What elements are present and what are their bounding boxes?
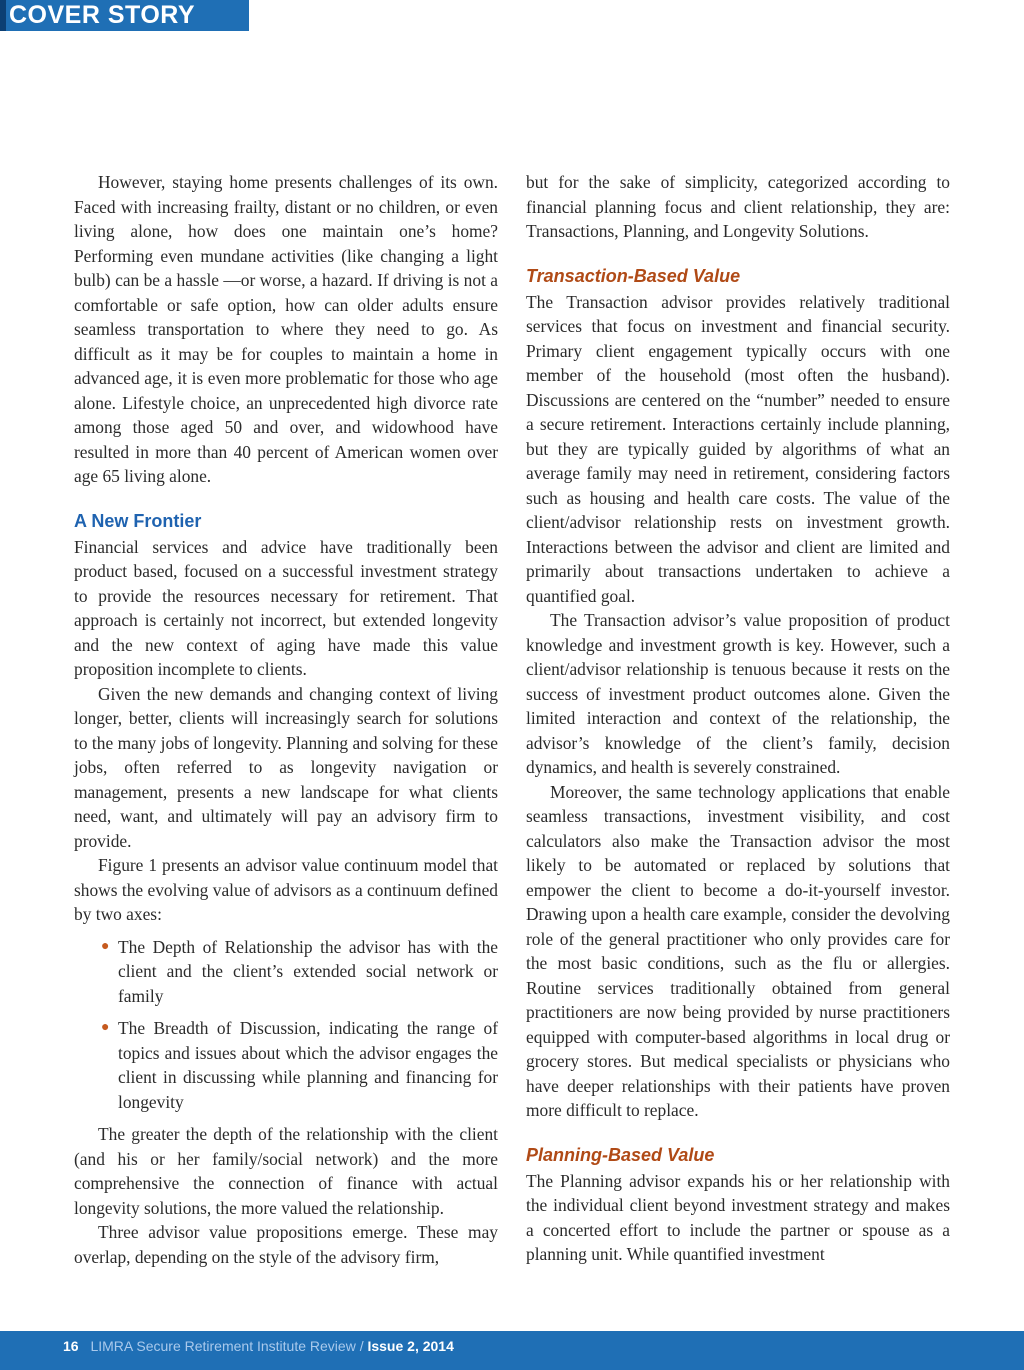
left-paragraph-5: The greater the depth of the relationship with the client (and his or her family/social network) and the more comprehensive the connection of finance with actual longevity solutions, the more valued the relationship. [74, 1124, 498, 1218]
left-paragraph-3: Given the new demands and changing context of living longer, better, clients will increasingly search for solutions to the many jobs of longevity. Planning and solving for these jobs, often referred to as longevity navigation or management, presents a new landscape for what clients need, want, and ultimately will pay an advisory firm to provide. [74, 683, 498, 851]
issue-label: Issue 2, 2014 [367, 1338, 454, 1354]
publication-name: LIMRA Secure Retirement Institute Review / [90, 1338, 364, 1354]
bullet-text: The Breadth of Discussion, indicating the range of topics and issues about which the advisor engages the client in discussing while planning and financing for longevity [118, 1018, 498, 1112]
right-column [526, 170, 950, 1267]
right-paragraph-2: The Transaction advisor provides relatively traditional services that focus on investment and financial security. Primary client engagement typically occurs with one member of the household (most often the husband). Discussions are centered on the “number” needed to ensure a secure retirement. Interactions certainly include planning, but they are typically guided by algorithms of what an average family may need in retirement, considering factors such as housing and health care costs. The value of the client/advisor relationship rests on investment growth. Interactions between the advisor and client are limited and primarily about transactions undertaken to achieve a quantified goal. [526, 291, 950, 606]
footer-content [63, 1331, 454, 1361]
right-paragraph-1: but for the sake of simplicity, categorized according to financial planning focus and client relationship, they are: Transactions, Planning, and Longevity Solutions. [526, 172, 950, 241]
cover-tab-accent [0, 0, 6, 31]
page-footer [0, 1331, 1024, 1370]
section-heading-new-frontier: A New Frontier [74, 510, 202, 531]
page-number: 16 [63, 1338, 79, 1354]
bullet-icon: ● [101, 1020, 110, 1035]
left-paragraph-1: However, staying home presents challenges of its own. Faced with increasing frailty, distant or no children, or even living alone, how does one maintain one’s home? Performing even mundane activities (like changing a light bulb) can be a hassle —or worse, a hazard. If driving is not a comfortable or safe option, how can older adults ensure seamless transportation to where they need to go. As difficult as it may be for couples to maintain a home in advanced age, it is even more problematic for those who age alone. Lifestyle choice, an unprecedented high divorce rate among those aged 50 and over, and widowhood have resulted in more than 40 percent of American women over age 65 living alone. [74, 172, 498, 486]
list-item [74, 935, 498, 1009]
list-item [74, 1016, 498, 1114]
axes-bullet-list [74, 935, 498, 1115]
right-paragraph-3: The Transaction advisor’s value proposition of product knowledge and investment growth is key. However, such a client/advisor relationship is tenuous because it rests on the success of investment product outcomes alone. Given the limited interaction and context of the relationship, the advisor’s knowledge of the client’s family, decision dynamics, and health is severely constrained. [526, 610, 950, 777]
left-paragraph-4: Figure 1 presents an advisor value continuum model that shows the evolving value of advisors as a continuum defined by two axes: [74, 855, 498, 924]
bullet-icon: ● [101, 938, 110, 954]
bullet-text: The Depth of Relationship the advisor has with the client and the client’s extended social network or family [118, 936, 498, 1006]
section-heading-planning-based-value: Planning-Based Value [526, 1144, 715, 1165]
left-column [74, 170, 498, 1269]
section-heading-transaction-based-value: Transaction-Based Value [526, 265, 741, 286]
right-paragraph-5: The Planning advisor expands his or her relationship with the individual client beyond investment strategy and makes a concerted effort to include the partner or spouse as a planning unit. While quantified investment [526, 1170, 950, 1264]
cover-story-label: COVER STORY [9, 1, 196, 29]
left-paragraph-2: Financial services and advice have traditionally been product based, focused on a successful investment strategy to provide the resources necessary for retirement. That approach is certainly not incorrect, but extended longevity and the new context of aging have made this value proposition incomplete to clients. [74, 536, 498, 679]
right-paragraph-4: Moreover, the same technology applications that enable seamless transactions, investment visibility, and cost calculators also make the Transaction advisor the most likely to be automated or replaced by solutions that empower the client to become a do-it-yourself investor. Drawing upon a health care example, consider the devolving role of the general practitioner who only provides care for the most basic conditions, such as the flu or allergies. Routine services traditionally obtained from general practitioners are now being provided by nurse practitioners equipped with computer-based algorithms in local drug or grocery stores. But medical specialists or physicians who have deeper relationships with their patients have proven more difficult to replace. [526, 781, 950, 1120]
cover-story-tab [0, 0, 249, 31]
left-paragraph-6: Three advisor value propositions emerge. These may overlap, depending on the style of the advisory firm, [74, 1222, 498, 1267]
